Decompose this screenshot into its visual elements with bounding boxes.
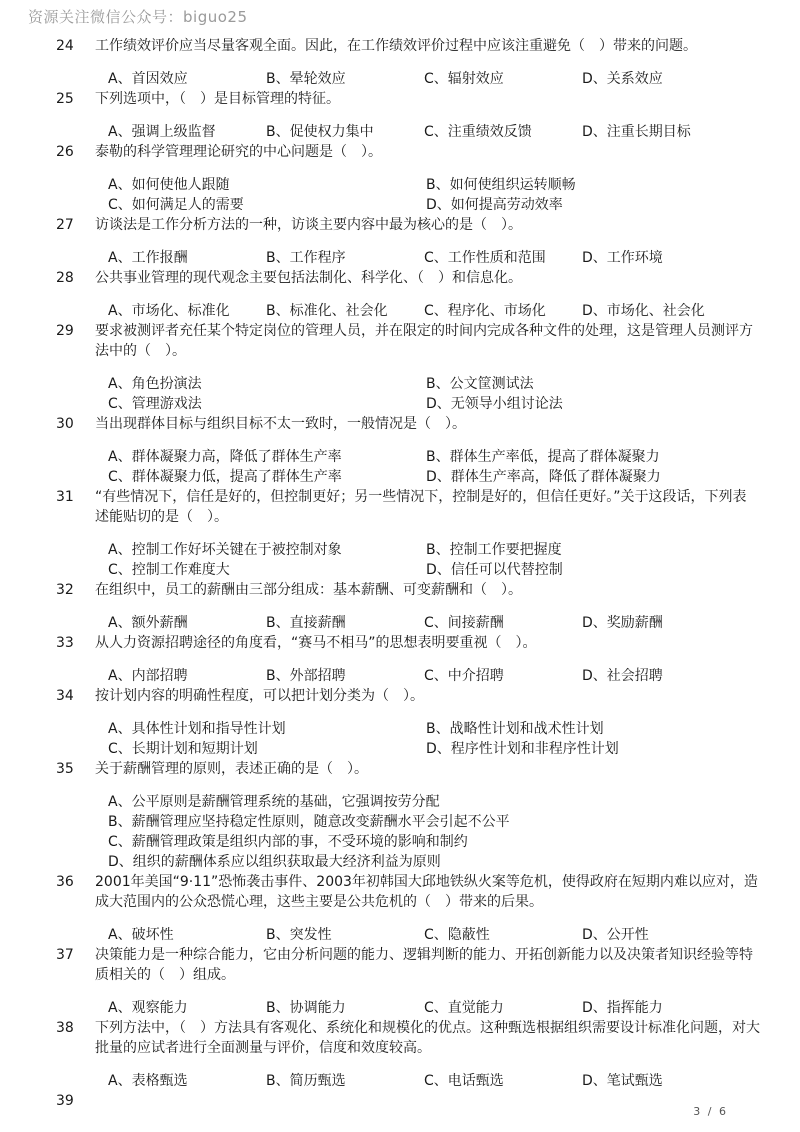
- option-list: [108, 175, 760, 215]
- answer-option: A、控制工作好坏关键在于被控制对象: [108, 542, 342, 558]
- question-number: 38: [56, 1020, 74, 1036]
- question-number: 39: [56, 1093, 74, 1109]
- answer-option: D、程序性计划和非程序性计划: [426, 741, 619, 757]
- answer-option: C、隐蔽性: [424, 927, 490, 943]
- answer-option: B、突发性: [266, 927, 332, 943]
- answer-option: B、外部招聘: [266, 668, 346, 684]
- question-number: 33: [56, 635, 74, 651]
- option-list: [108, 374, 760, 414]
- answer-option: B、战略性计划和战术性计划: [426, 721, 604, 737]
- question-stem: 决策能力是一种综合能力，它由分析问题的能力、逻辑判断的能力、开拓创新能力以及决策者知识经验等特质相关的（ ）组成。: [95, 947, 753, 983]
- answer-option: A、额外薪酬: [108, 615, 188, 631]
- answer-option: A、工作报酬: [108, 250, 188, 266]
- answer-option: B、促使权力集中: [266, 124, 374, 140]
- answer-option: B、如何使组织运转顺畅: [426, 177, 576, 193]
- question-number: 27: [56, 217, 74, 233]
- answer-option: A、强调上级监督: [108, 124, 216, 140]
- option-list: [108, 613, 760, 633]
- option-list: [108, 540, 760, 580]
- answer-option: D、注重长期目标: [582, 124, 691, 140]
- answer-option: A、具体性计划和指导性计划: [108, 721, 286, 737]
- option-list: [108, 301, 760, 321]
- answer-option: C、工作性质和范围: [424, 250, 546, 266]
- question-stem: 在组织中，员工的薪酬由三部分组成：基本薪酬、可变薪酬和（ ）。: [95, 582, 522, 598]
- question-number: 34: [56, 688, 74, 704]
- answer-option: A、群体凝聚力高，降低了群体生产率: [108, 449, 342, 465]
- answer-option: B、薪酬管理应坚持稳定性原则，随意改变薪酬水平会引起不公平: [108, 814, 510, 830]
- answer-option: D、指挥能力: [582, 1000, 663, 1016]
- answer-option: B、群体生产率低，提高了群体凝聚力: [426, 449, 660, 465]
- question-number: 25: [56, 91, 74, 107]
- answer-option: B、公文筐测试法: [426, 376, 534, 392]
- answer-option: A、表格甄选: [108, 1073, 188, 1089]
- question-list: [0, 36, 800, 1111]
- question-item: [0, 321, 800, 414]
- question-number: 28: [56, 270, 74, 286]
- answer-option: D、奖励薪酬: [582, 615, 663, 631]
- answer-option: B、晕轮效应: [266, 71, 346, 87]
- question-number: 29: [56, 323, 74, 339]
- question-item: [0, 1018, 800, 1091]
- answer-option: D、信任可以代替控制: [426, 562, 563, 578]
- question-item: [0, 487, 800, 580]
- answer-option: C、控制工作难度大: [108, 562, 230, 578]
- question-item: [0, 686, 800, 759]
- answer-option: D、无领导小组讨论法: [426, 396, 563, 412]
- answer-option: A、破坏性: [108, 927, 174, 943]
- answer-option: C、长期计划和短期计划: [108, 741, 258, 757]
- question-stem: 按计划内容的明确性程度，可以把计划分类为（ ）。: [95, 688, 424, 704]
- answer-option: D、群体生产率高，降低了群体凝聚力: [426, 469, 661, 485]
- option-list: [108, 1071, 760, 1091]
- question-number: 31: [56, 489, 74, 505]
- answer-option: C、中介招聘: [424, 668, 504, 684]
- option-list: [108, 666, 760, 686]
- question-stem: 关于薪酬管理的原则，表述正确的是（ ）。: [95, 761, 368, 777]
- answer-option: C、如何满足人的需要: [108, 197, 244, 213]
- answer-option: A、角色扮演法: [108, 376, 202, 392]
- question-number: 30: [56, 416, 74, 432]
- answer-option: D、如何提高劳动效率: [426, 197, 563, 213]
- question-item: [0, 215, 800, 268]
- answer-option: B、工作程序: [266, 250, 346, 266]
- option-list: [108, 122, 760, 142]
- question-item: [0, 759, 800, 872]
- watermark: 资源关注微信公众号：biguo25: [28, 8, 248, 26]
- answer-option: B、直接薪酬: [266, 615, 346, 631]
- answer-option: D、公开性: [582, 927, 649, 943]
- answer-option: D、市场化、社会化: [582, 303, 705, 319]
- question-number: 35: [56, 761, 74, 777]
- question-stem: 公共事业管理的现代观念主要包括法制化、科学化、（ ）和信息化。: [95, 270, 522, 286]
- answer-option: B、协调能力: [266, 1000, 346, 1016]
- option-list: [108, 69, 760, 89]
- question-stem: 工作绩效评价应当尽量客观全面。因此，在工作绩效评价过程中应该注重避免（ ）带来的问题。: [95, 38, 697, 54]
- question-stem: “有些情况下，信任是好的，但控制更好；另一些情况下，控制是好的，但信任更好。”关于这段话，下列表述能贴切的是（ ）。: [95, 489, 747, 525]
- answer-option: D、工作环境: [582, 250, 663, 266]
- answer-option: A、首因效应: [108, 71, 188, 87]
- question-item: [0, 268, 800, 321]
- answer-option: D、社会招聘: [582, 668, 663, 684]
- question-stem: 访谈法是工作分析方法的一种，访谈主要内容中最为核心的是（ ）。: [95, 217, 522, 233]
- answer-option: C、间接薪酬: [424, 615, 504, 631]
- answer-option: A、市场化、标准化: [108, 303, 230, 319]
- question-number: 24: [56, 38, 74, 54]
- answer-option: A、公平原则是薪酬管理系统的基础，它强调按劳分配: [108, 794, 440, 810]
- question-stem: 当出现群体目标与组织目标不太一致时，一般情况是（ ）。: [95, 416, 466, 432]
- answer-option: A、观察能力: [108, 1000, 188, 1016]
- question-stem: 泰勒的科学管理理论研究的中心问题是（ ）。: [95, 144, 382, 160]
- answer-option: C、程序化、市场化: [424, 303, 546, 319]
- page-indicator: [693, 1105, 728, 1118]
- question-item: [0, 945, 800, 1018]
- answer-option: A、内部招聘: [108, 668, 188, 684]
- answer-option: C、直觉能力: [424, 1000, 504, 1016]
- question-stem: 下列选项中，（ ）是目标管理的特征。: [95, 91, 340, 107]
- question-item: [0, 142, 800, 215]
- current-page: 3: [693, 1105, 703, 1118]
- question-stem: 从人力资源招聘途径的角度看，“赛马不相马”的思想表明要重视（ ）。: [95, 635, 537, 651]
- answer-option: C、辐射效应: [424, 71, 504, 87]
- answer-option: C、管理游戏法: [108, 396, 202, 412]
- total-pages: 6: [719, 1105, 728, 1118]
- option-list: [108, 719, 760, 759]
- question-stem: 下列方法中，（ ）方法具有客观化、系统化和规模化的优点。这种甄选根据组织需要设计标准化问题，对大批量的应试者进行全面测量与评价，信度和效度较高。: [95, 1020, 760, 1056]
- answer-option: D、组织的薪酬体系应以组织获取最大经济利益为原则: [108, 854, 441, 870]
- question-item: [0, 633, 800, 686]
- question-number: 37: [56, 947, 74, 963]
- question-number: 32: [56, 582, 74, 598]
- question-number: 36: [56, 874, 74, 890]
- option-list: [108, 792, 760, 872]
- option-list: [108, 447, 760, 487]
- option-list: [108, 925, 760, 945]
- question-item: [0, 414, 800, 487]
- question-number: 26: [56, 144, 74, 160]
- question-item: [0, 872, 800, 945]
- answer-option: C、群体凝聚力低，提高了群体生产率: [108, 469, 342, 485]
- question-stem: [95, 1091, 760, 1111]
- question-stem: 2001年美国“9·11”恐怖袭击事件、2003年初韩国大邱地铁纵火案等危机，使得政府在短期内难以应对，造成大范围内的公众恐慌心理，这些主要是公共危机的（ ）带来的后果。: [95, 874, 758, 910]
- answer-option: C、注重绩效反馈: [424, 124, 532, 140]
- answer-option: B、简历甄选: [266, 1073, 346, 1089]
- answer-option: C、电话甄选: [424, 1073, 504, 1089]
- answer-option: B、标准化、社会化: [266, 303, 388, 319]
- question-stem: 要求被测评者充任某个特定岗位的管理人员，并在限定的时间内完成各种文件的处理，这是管理人员测评方法中的（ ）。: [95, 323, 753, 359]
- question-item: [0, 89, 800, 142]
- option-list: [108, 998, 760, 1018]
- answer-option: A、如何使他人跟随: [108, 177, 230, 193]
- question-item: [0, 580, 800, 633]
- page-separator: /: [707, 1105, 714, 1118]
- answer-option: C、薪酬管理政策是组织内部的事，不受环境的影响和制约: [108, 834, 468, 850]
- answer-option: D、关系效应: [582, 71, 663, 87]
- question-item: [0, 1091, 800, 1111]
- option-list: [108, 248, 760, 268]
- question-item: [0, 36, 800, 89]
- answer-option: D、笔试甄选: [582, 1073, 663, 1089]
- answer-option: B、控制工作要把握度: [426, 542, 562, 558]
